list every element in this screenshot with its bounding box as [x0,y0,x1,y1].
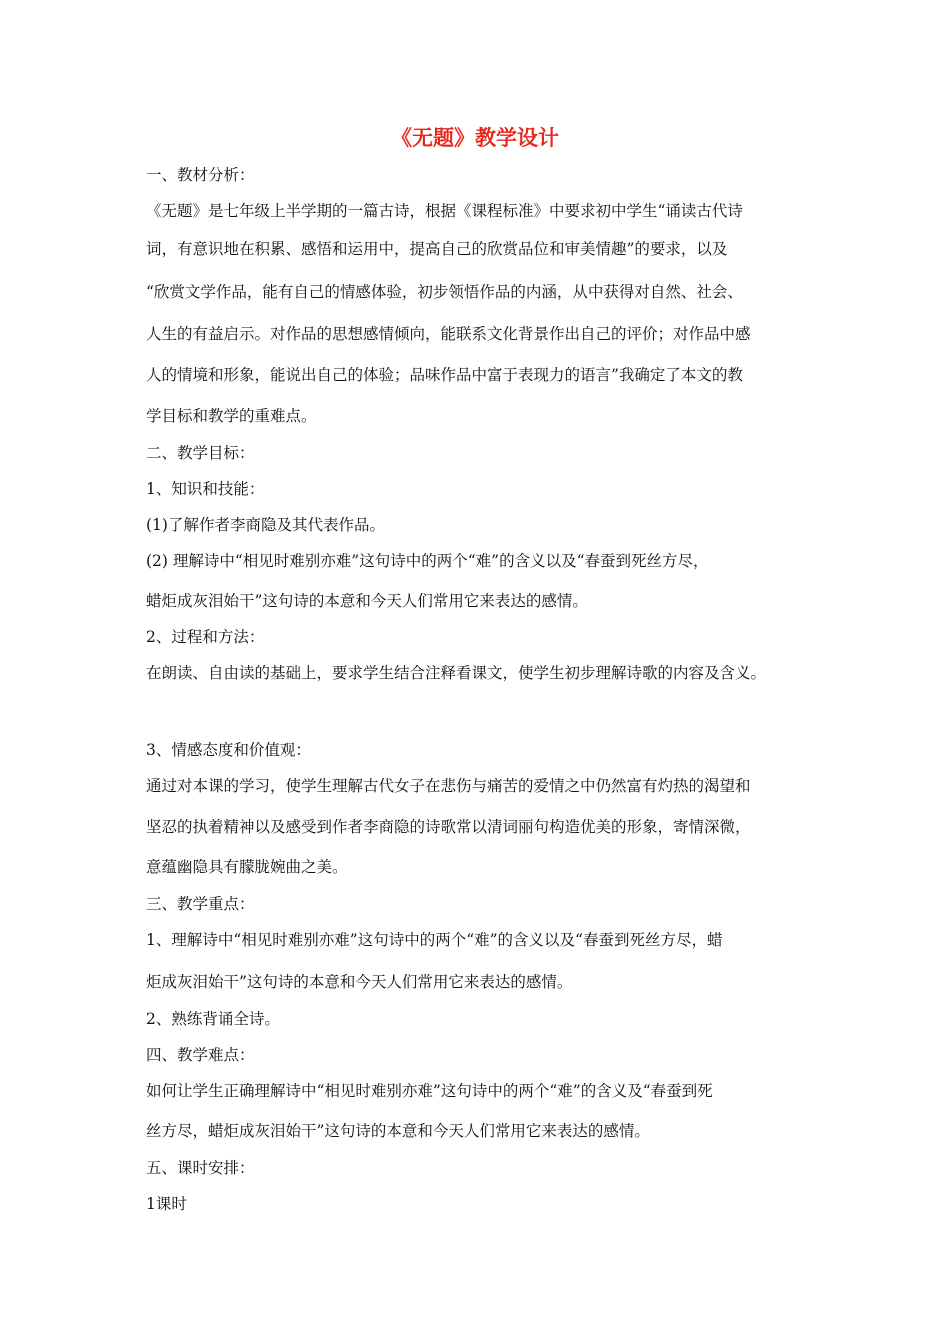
paragraph-line: 学目标和教学的重难点。 [146,407,317,425]
paragraph-line: 词，有意识地在积累、感悟和运用中，提高自己的欣赏品位和审美情趣”的要求，以及 [146,240,728,258]
paragraph-line: 丝方尽，蜡炬成灰泪始干”这句诗的本意和今天人们常用它来表达的感情。 [146,1122,650,1140]
document-title: 《无题》教学设计 [391,126,559,150]
paragraph-line: 人的情境和形象，能说出自己的体验；品味作品中富于表现力的语言”我确定了本文的教 [146,366,743,384]
paragraph-line: 蜡炬成灰泪始干”这句诗的本意和今天人们常用它来表达的感情。 [146,592,588,610]
paragraph-line: 通过对本课的学习，使学生理解古代女子在悲伤与痛苦的爱情之中仍然富有灼热的渴望和 [146,777,751,795]
paragraph-line: 《无题》是七年级上半学期的一篇古诗，根据《课程标准》中要求初中学生“诵读古代诗 [146,202,743,220]
list-item: (2) 理解诗中“相见时难别亦难”这句诗中的两个“难”的含义以及“春蚕到死丝方尽， [146,552,709,570]
paragraph-line: 在朗读、自由读的基础上，要求学生结合注释看课文，使学生初步理解诗歌的内容及含义。 [146,664,767,682]
section-heading-difficulties: 四、教学难点： [146,1046,255,1064]
paragraph-line: 1课时 [146,1195,187,1213]
list-item: (1)了解作者李商隐及其代表作品。 [146,516,385,534]
section-heading-schedule: 五、课时安排： [146,1159,255,1177]
section-heading-objectives: 二、教学目标： [146,444,255,462]
list-item: 1、理解诗中“相见时难别亦难”这句诗中的两个“难”的含义以及“春蚕到死丝方尽，蜡 [146,931,723,949]
section-heading-key-points: 三、教学重点： [146,895,255,913]
section-heading-materials: 一、教材分析： [146,166,255,184]
subheading-attitude: 3、情感态度和价值观： [146,741,311,759]
paragraph-line: 人生的有益启示。对作品的思想感情倾向，能联系文化背景作出自己的评价；对作品中感 [146,325,751,343]
paragraph-line: “欣赏文学作品，能有自己的情感体验，初步领悟作品的内涵，从中获得对自然、社会、 [146,283,743,301]
list-item: 2、熟练背诵全诗。 [146,1010,280,1028]
paragraph-line: 意蕴幽隐具有朦胧婉曲之美。 [146,858,348,876]
subheading-process: 2、过程和方法： [146,628,265,646]
paragraph-line: 炬成灰泪始干”这句诗的本意和今天人们常用它来表达的感情。 [146,973,573,991]
paragraph-line: 如何让学生正确理解诗中“相见时难别亦难”这句诗中的两个“难”的含义及“春蚕到死 [146,1082,713,1100]
paragraph-line: 坚忍的执着精神以及感受到作者李商隐的诗歌常以清词丽句构造优美的形象，寄情深微， [146,818,751,836]
subheading-knowledge: 1、知识和技能： [146,480,265,498]
